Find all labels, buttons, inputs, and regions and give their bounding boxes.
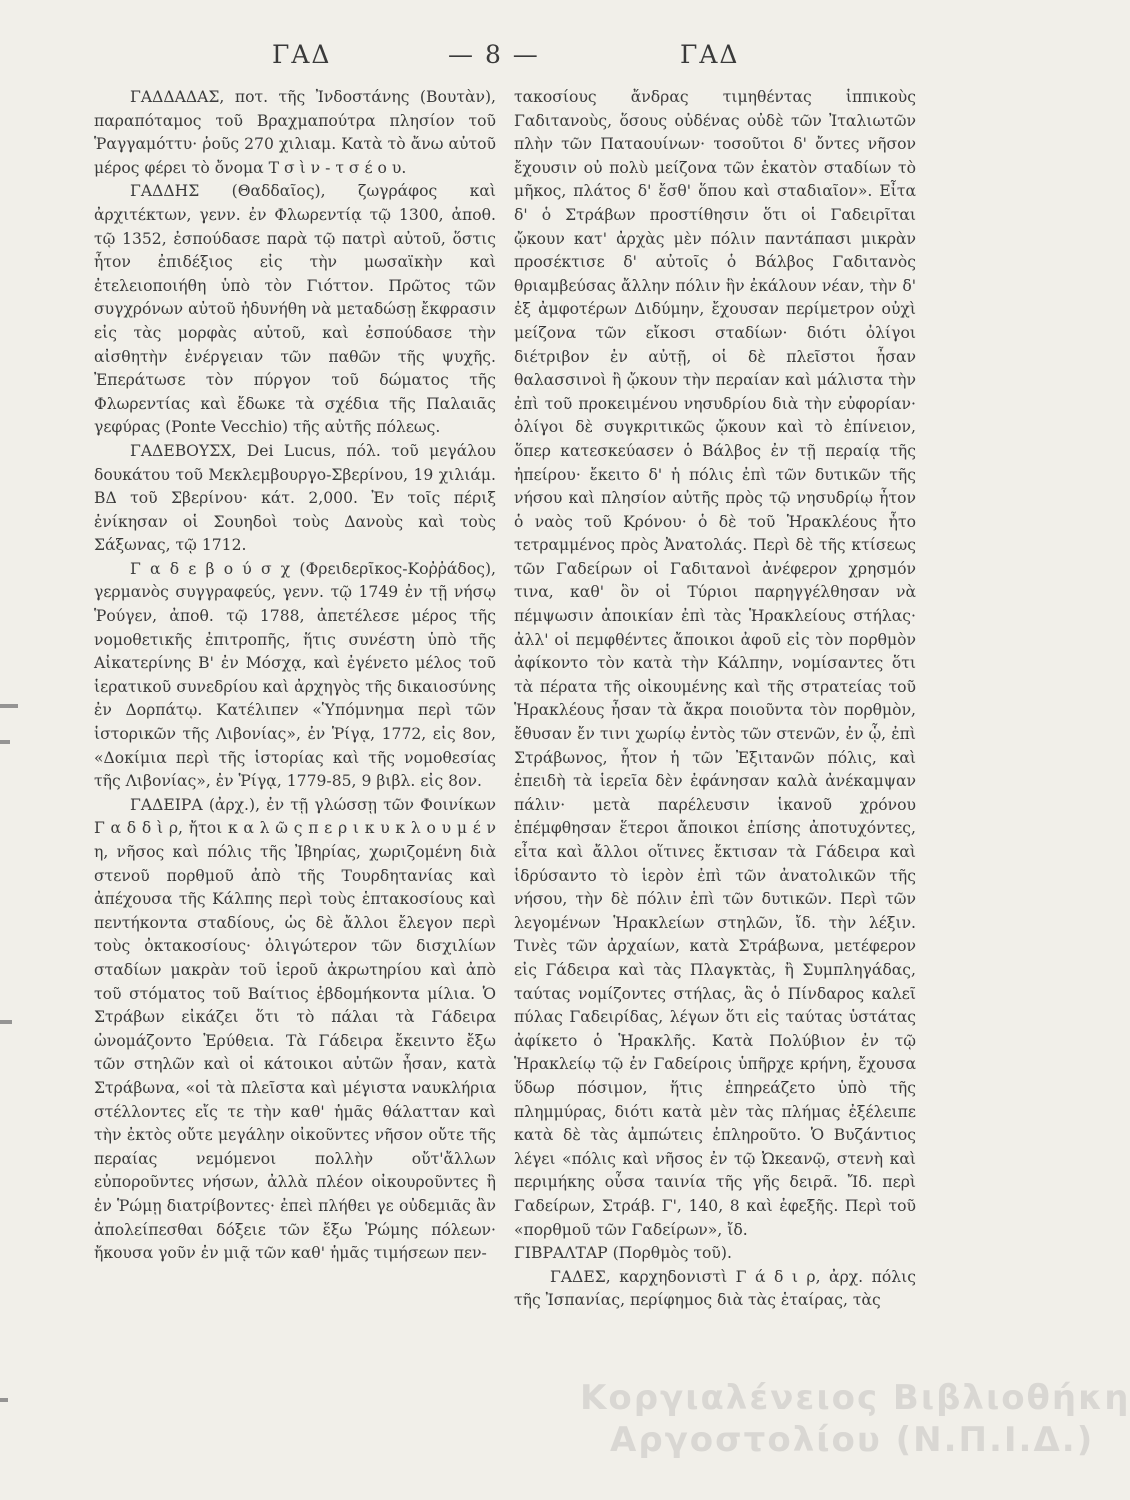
left-column	[94, 86, 496, 1266]
margin-mark	[0, 704, 18, 708]
watermark-line-2: Αργοστολίου (Ν.Π.Ι.Δ.)	[610, 1420, 1095, 1460]
page-number: — 8 —	[448, 40, 540, 69]
entry-gaddis: ΓΑΔΔΗΣ (Θαδδαῖος), ζωγράφος καὶ ἀρχιτέκτων, γενν. ἐν Φλωρεντίᾳ τῷ 1300, ἀποθ. τῷ 1352, ἐσπούδασε παρὰ τῷ πατρὶ αὐτοῦ, ὅστις ἦτον ἐπιδέξιος εἰς τὴν μωσαϊκὴν καὶ ἐτελειοποιήθη ὑπὸ τὸν Γιόττον. Πρῶτος τῶν συγχρόνων αὐτοῦ ἠδυνήθη νὰ μεταδώσῃ ἔκφρασιν εἰς τὰς μορφὰς αὐτοῦ, καὶ ἐσπούδασε τὴν αἰσθητὴν ἐνέργειαν τῶν παθῶν τῆς ψυχῆς. Ἐπεράτωσε τὸν πύργον τοῦ δώματος τῆς Φλωρεντίας καὶ ἔδωκε τὰ σχέδια τῆς Παλαιᾶς γεφύρας (Ponte Vecchio) τῆς αὐτῆς πόλεως.	[94, 182, 496, 437]
margin-mark	[0, 1020, 12, 1024]
entry-gadebousch: ΓΑΔΕΒΟΥΣΧ, Dei Lucus, πόλ. τοῦ μεγάλου δουκάτου τοῦ Μεκλεμβουργο-Σβερίνου, 19 χιλιάμ. ΒΔ τοῦ Σβερίνου· κάτ. 2,000. Ἐν τοῖς πέριξ ἐνίκησαν οἱ Σουηδοὶ τοὺς Δανοὺς καὶ τοὺς Σάξωνας, τῷ 1712.	[94, 441, 496, 555]
watermark-line-1: Κοργιαλένειος Βιβλιοθήκη	[580, 1378, 1130, 1418]
header-right-guide-word: ΓΑΔ	[680, 40, 740, 69]
margin-mark	[0, 1398, 8, 1402]
entry-gades: ΓΑΔΕΣ, καρχηδονιστὶ Γ ά δ ι ρ, ἀρχ. πόλις τῆς Ἰσπανίας, περίφημος διὰ τὰς ἑταίρας, τὰς	[514, 1267, 916, 1310]
right-column	[514, 86, 916, 1313]
header-left-guide-word: ΓΑΔ	[272, 40, 332, 69]
cross-reference-gibraltar: ΓΙΒΡΑΛΤΑΡ (Πορθμὸς τοῦ).	[514, 1244, 732, 1263]
column-gutter	[505, 86, 506, 1406]
entry-gadeira: ΓΑΔΕΙΡΑ (ἀρχ.), ἐν τῇ γλώσσῃ τῶν Φοινίκων Γ α δ δ ὶ ρ, ἤτοι κ α λ ῶ ς π ε ρ ι κ υ κ λ ο υ μ έ ν η, νῆσος καὶ πόλις τῆς Ἰβηρίας, χωριζομένη διὰ στενοῦ πορθμοῦ ἀπὸ τῆς Τουρδητανίας καὶ ἀπέχουσα τῆς Κάλπης περὶ τοὺς ἑπτακοσίους καὶ πεντήκοντα σταδίους, ὡς δὲ ἄλλοι ἔλεγον περὶ τοὺς ὀκτακοσίους· ὀλιγώτερον τῶν δισχιλίων σταδίων μακρὰν τοῦ ἱεροῦ ἀκρωτηρίου καὶ ἀπὸ τοῦ στόματος τοῦ Βαίτιος ἑβδομήκοντα μίλια. Ὁ Στράβων εἰκάζει ὅτι τὸ πάλαι τὰ Γάδειρα ὠνομάζοντο Ἐρύθεια. Τὰ Γάδειρα ἔκειντο ἔξω τῶν στηλῶν καὶ οἱ κάτοικοι αὐτῶν ἦσαν, κατὰ Στράβωνα, «οἱ τὰ πλεῖστα καὶ μέγιστα ναυκλήρια στέλλοντες εἴς τε τὴν καθ' ἡμᾶς θάλατταν καὶ τὴν ἐκτὸς οὔτε μεγάλην οἰκοῦντες νῆσον οὔτε τῆς περαίας νεμόμενοι πολλὴν οὔτ'ἄλλων εὐποροῦντες νήσων, ἀλλὰ πλέον οἰκουροῦντες ἢ ἐν Ῥώμῃ διατρίβοντες· ἐπεὶ πλήθει γε οὐδεμιᾶς ἂν ἀπολείπεσθαι δόξειε τῶν ἔξω Ῥώμης πόλεων· ἤκουσα γοῦν ἐν μιᾷ τῶν καθ' ἡμᾶς τιμήσεων πεν-	[94, 795, 496, 1263]
margin-mark	[0, 740, 10, 744]
entry-gaddadas: ΓΑΔΔΑΔΑΣ, ποτ. τῆς Ἰνδοστάνης (Βουτὰν), παραπόταμος τοῦ Βραχμαπούτρα πλησίον τοῦ Ῥαγγαμόττυ· ῥοῦς 270 χιλιαμ. Κατὰ τὸ ἄνω αὐτοῦ μέρος φέρει τὸ ὄνομα Τ σ ὶ ν - τ σ έ ο υ.	[94, 88, 496, 177]
library-watermark-stamp	[520, 1378, 1130, 1488]
entry-gadebousch-person: Γ α δ ε β ο ύ σ χ (Φρειδερῖκος-Κοῤῥάδος), γερμανὸς συγγραφεύς, γενν. τῷ 1749 ἐν τῇ νήσῳ Ῥούγεν, ἀποθ. τῷ 1788, ἀπετέλεσε μέρος τῆς νομοθετικῆς ἐπιτροπῆς, ἥτις συνέστη ὑπὸ τῆς Αἰκατερίνης Β' ἐν Μόσχᾳ, καὶ ἐγένετο μέλος τοῦ ἱερατικοῦ συνεδρίου καὶ ἀρχηγὸς τῆς δικαιοσύνης ἐν Δορπάτῳ. Κατέλιπεν «Ὑπόμνημα περὶ τῶν ἱστορικῶν τῆς Λιβονίας», ἐν Ῥίγᾳ, 1772, εἰς 8ον, «Δοκίμια περὶ τῆς ἱστορίας καὶ τῆς νομοθεσίας τῆς Λιβονίας», ἐν Ῥίγᾳ, 1779-85, 9 βιβλ. εἰς 8ον.	[94, 559, 496, 791]
page-header	[0, 40, 1005, 76]
entry-gadeira-continued: τακοσίους ἄνδρας τιμηθέντας ἱππικοὺς Γαδιτανοὺς, ὅσους οὐδένας οὐδὲ τῶν Ἰταλιωτῶν πλὴν τῶν Παταουίνων· τοσοῦτοι δ' ὄντες νῆσον ἔχουσιν οὐ πολὺ μείζονα τῶν ἑκατὸν σταδίων τὸ μῆκος, πλάτος δ' ἔσθ' ὅπου καὶ σταδιαῖον». Εἶτα δ' ὁ Στράβων προστίθησιν ὅτι οἱ Γαδειρῖται ᾤκουν κατ' ἀρχὰς μὲν πόλιν παντάπασι μικρὰν προσέκτισε δ' αὐτοῖς ὁ Βάλβος Γαδιτανὸς θριαμβεύσας ἄλλην πόλιν ἣν ἐκάλουν νέαν, τὴν δ' ἐξ ἀμφοτέρων Διδύμην, ἔχουσαν περίμετρον οὐχὶ μείζονα τῶν εἴκοσι σταδίων· διότι ὀλίγοι διέτριβον ἐν αὐτῇ, οἱ δὲ πλεῖστοι ἦσαν θαλασσινοὶ ἢ ᾤκουν τὴν περαίαν καὶ μάλιστα τὴν ἐπὶ τοῦ προκειμένου νησυδρίου διὰ τὴν εὐφορίαν· ὀλίγοι δὲ συγκριτικῶς ᾤκουν καὶ τὸ ἐπίνειον, ὅπερ κατεσκεύασεν ὁ Βάλβος ἐν τῇ περαίᾳ τῆς ἠπείρου· ἔκειτο δ' ἡ πόλις ἐπὶ τῶν δυτικῶν τῆς νήσου καὶ πλησίον αὐτῆς πρὸς τῷ νησυδρίῳ ἦτον ὁ ναὸς τοῦ Κρόνου· ὁ δὲ τοῦ Ἡρακλέους ἦτο τετραμμένος πρὸς Ἀνατολάς. Περὶ δὲ τῆς κτίσεως τῶν Γαδείρων οἱ Γαδιτανοὶ ἀνέφερον χρησμόν τινα, καθ' ὃν οἱ Τύριοι παρηγγέλθησαν νὰ πέμψωσιν ἀποικίαν ἐπὶ τὰς Ἡρακλείους στήλας· ἀλλ' οἱ πεμφθέντες ἄποικοι ἀφοῦ εἰς τὸν πορθμὸν ἀφίκοντο τὸν κατὰ τὴν Κάλπην, νομίσαντες ὅτι τὰ πέρατα τῆς οἰκουμένης καὶ τῆς στρατείας τοῦ Ἡρακλέους ἦσαν τὰ ἄκρα ποιοῦντα τὸν πορθμὸν, ἔθυσαν ἔν τινι χωρίῳ ἐντὸς τῶν στενῶν, ἐν ᾧ, ἐπὶ Στράβωνος, ἦτον ἡ τῶν Ἐξιτανῶν πόλις, καὶ ἐπειδὴ τὰ ἱερεῖα δὲν ἐφάνησαν καλὰ ἀνέκαμψαν πάλιν· μετὰ παρέλευσιν ἱκανοῦ χρόνου ἐπέμφθησαν ἕτεροι ἄποικοι ἐπίσης ἀποτυχόντες, εἶτα καὶ ἄλλοι οἵτινες ἔκτισαν τὰ Γάδειρα καὶ ἱδρύσαντο τὸ ἱερὸν ἐπὶ τῶν ἀνατολικῶν τῆς νήσου, τὴν δὲ πόλιν ἐπὶ τῶν δυτικῶν. Περὶ τῶν λεγομένων Ἡρακλείων στηλῶν, ἴδ. τὴν λέξιν. Τινὲς τῶν ἀρχαίων, κατὰ Στράβωνα, μετέφερον εἰς Γάδειρα καὶ τὰς Πλαγκτὰς, ἢ Συμπληγάδας, ταύτας νομίζοντες στήλας, ἃς ὁ Πίνδαρος καλεῖ πύλας Γαδειρίδας, λέγων ὅτι εἰς ταύτας ὑστάτας ἀφίκετο ὁ Ἡρακλῆς. Κατὰ Πολύβιον ἐν τῷ Ἡρακλείῳ τῷ ἐν Γαδείροις ὑπῆρχε κρήνη, ἔχουσα ὕδωρ πόσιμον, ἥτις ἐπηρεάζετο ὑπὸ τῆς πλημμύρας, διότι κατὰ μὲν τὰς πλήμας ἐξέλειπε κατὰ δὲ τὰς ἀμπώτεις ἐπληροῦτο. Ὁ Βυζάντιος λέγει «πόλις καὶ νῆσος ἐν τῷ Ὠκεανῷ, στενὴ καὶ περιμήκης οὖσα ταινία τῆς γῆς δειρᾶ. Ἴδ. περὶ Γαδείρων, Στράβ. Γ', 140, 8 καὶ ἐφεξῆς. Περὶ τοῦ «πορθμοῦ τῶν Γαδείρων», ἴδ.	[514, 88, 916, 1239]
